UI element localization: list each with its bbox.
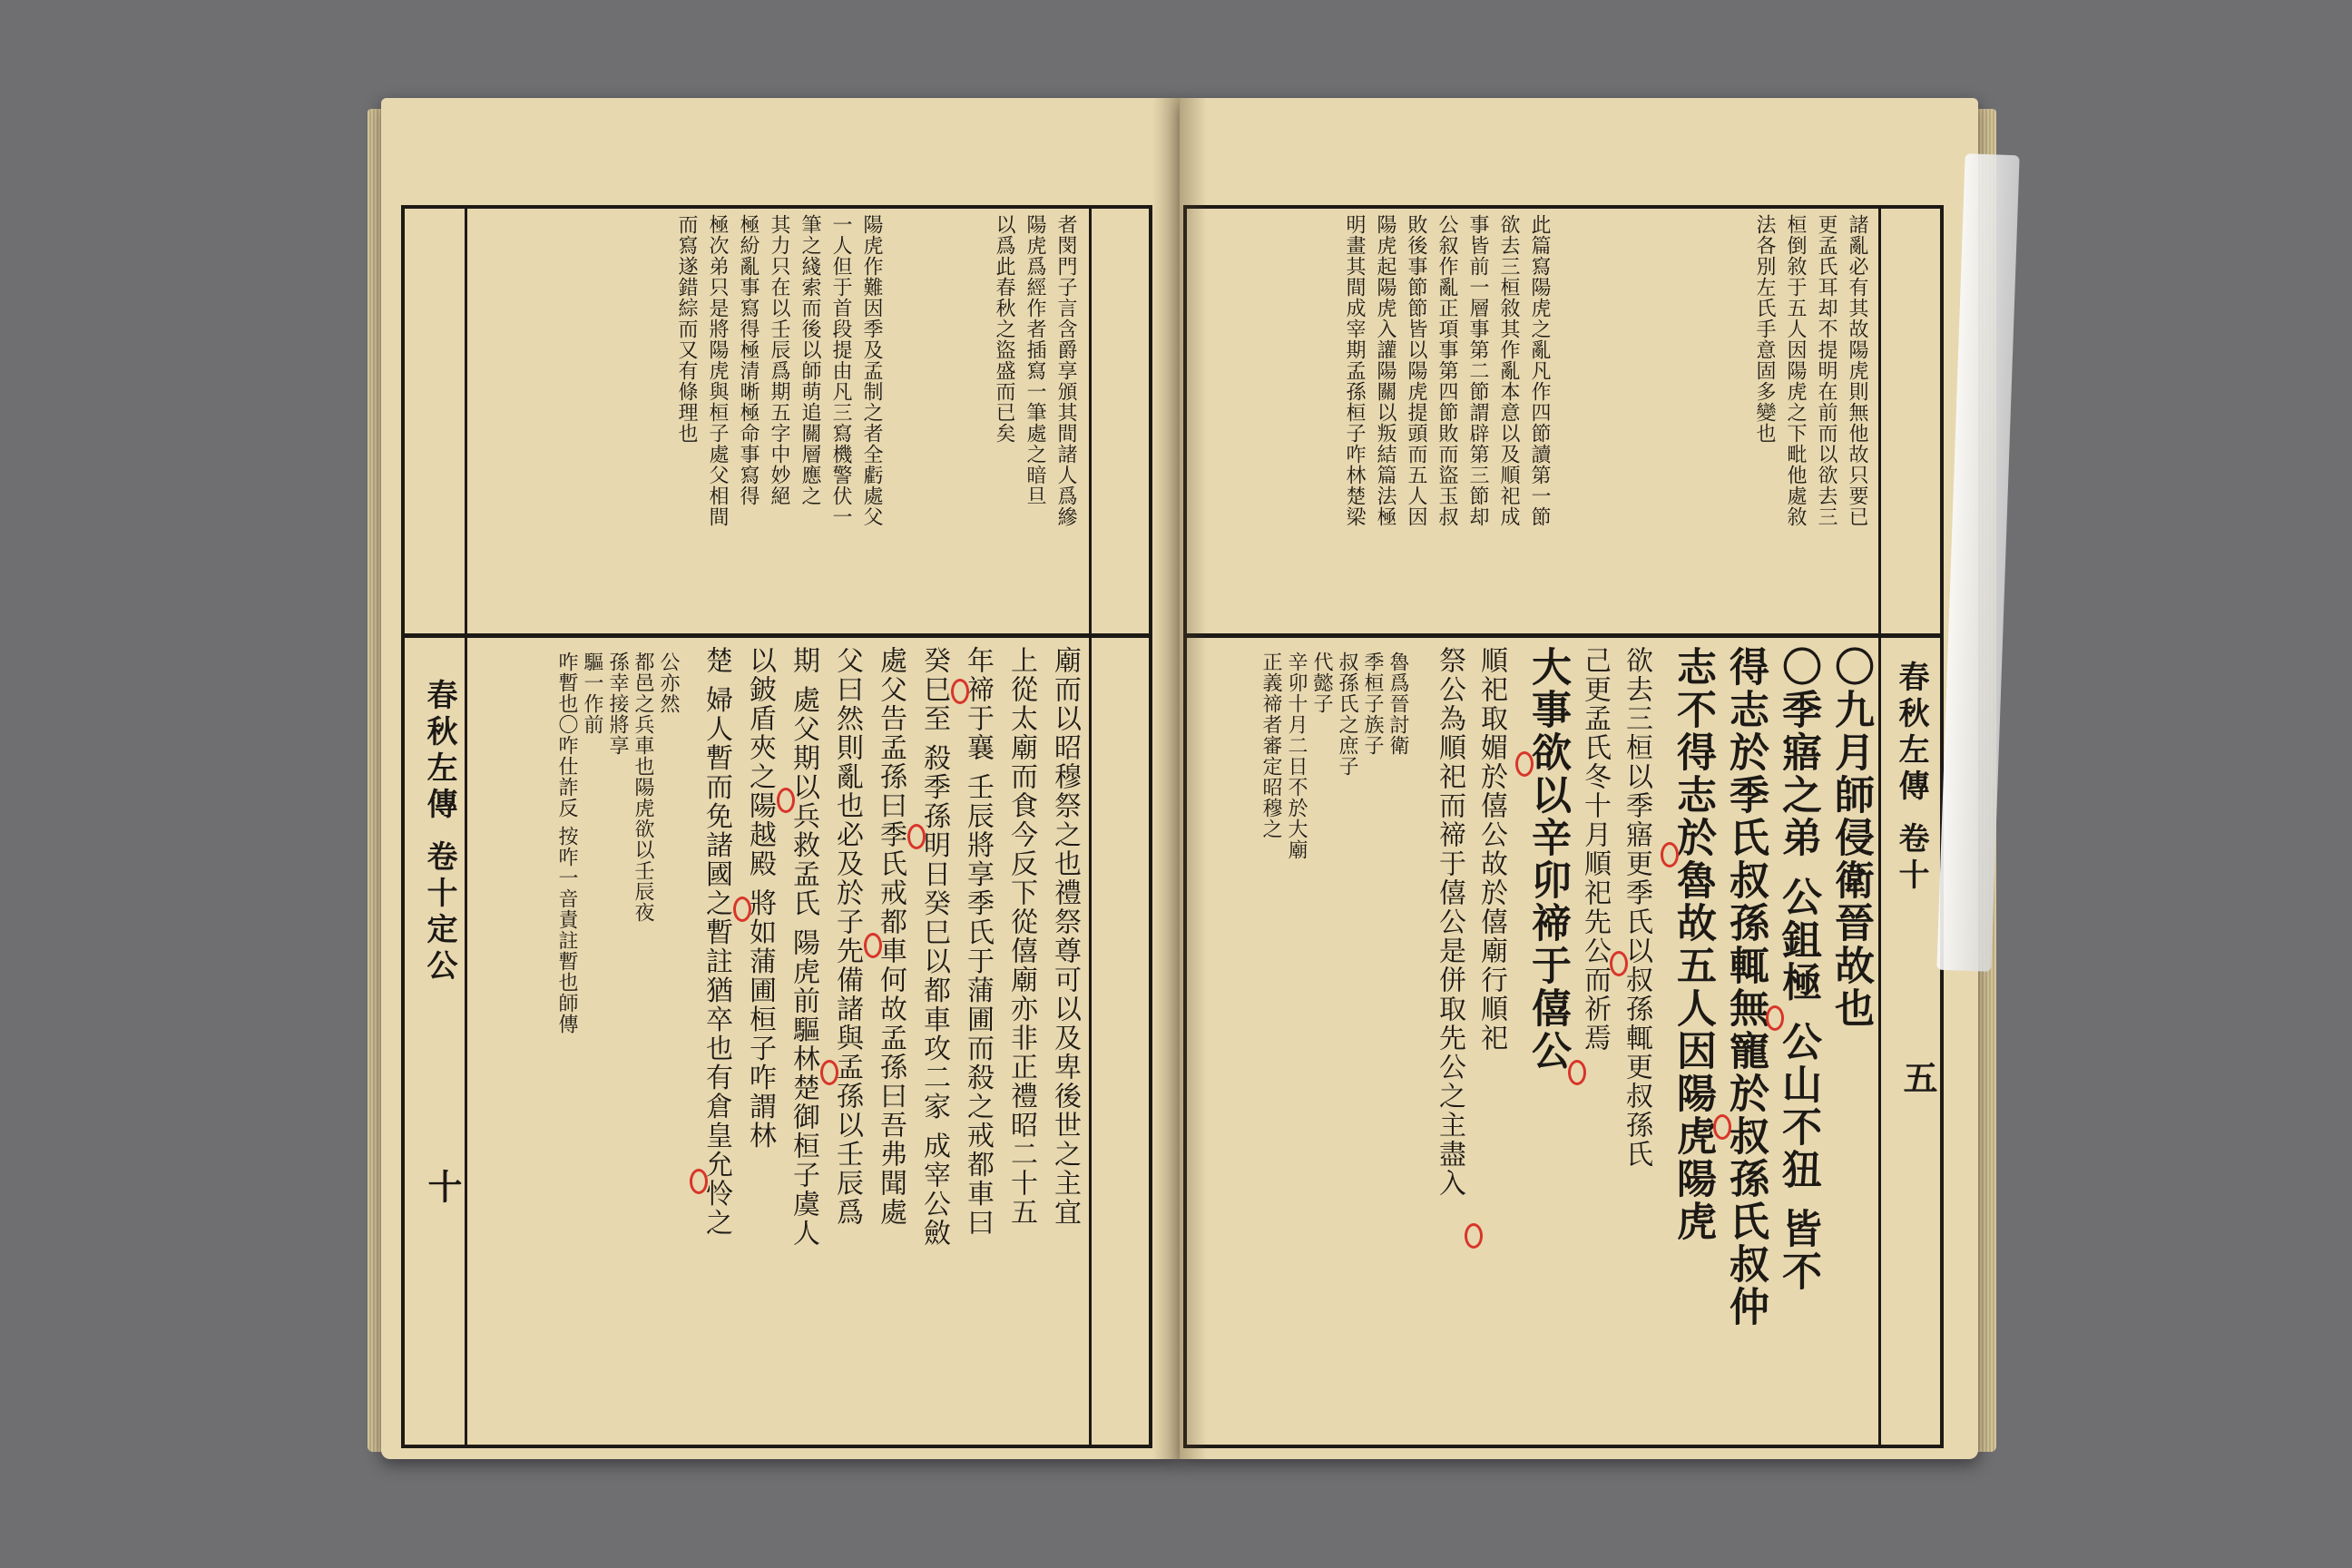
- red-punctuation-mark: [907, 824, 926, 849]
- left-margin-rule-inner: [465, 205, 467, 1445]
- left-main-col: 上從太廟而食今反下從僖廟亦非正禮昭二十五: [1005, 646, 1037, 1227]
- right-register-divider: [1183, 633, 1940, 638]
- right-folio-number: 五: [1897, 1060, 1938, 1094]
- right-commentary-col: 明畫其間成宰期孟孫桓子咋林楚梁: [1343, 214, 1366, 527]
- left-main-col: 父曰然則亂也必及於子先備諸與孟孫以壬辰爲: [831, 646, 863, 1227]
- left-margin-rule: [1089, 205, 1092, 1445]
- right-note: 叔孫氏之庶子: [1336, 652, 1358, 777]
- left-commentary-col: 陽虎作難因季及孟制之者全虧處父: [860, 214, 883, 527]
- right-main-col: 順祀取媚於僖公故於僖廟行順祀: [1475, 646, 1507, 1053]
- left-commentary-col: 極紛亂事寫得極清晰極命事寫得: [737, 214, 760, 506]
- red-punctuation-mark: [1610, 951, 1628, 976]
- red-punctuation-mark: [777, 788, 795, 813]
- red-punctuation-mark: [1661, 842, 1679, 867]
- left-note: 都邑之兵車也陽虎欲以壬辰夜: [632, 652, 654, 923]
- right-main-col: 大事欲以辛卯禘于僖公: [1524, 646, 1571, 1073]
- red-punctuation-mark: [951, 679, 969, 704]
- red-punctuation-mark: [820, 1060, 838, 1085]
- right-note: 代懿子: [1310, 652, 1333, 714]
- right-commentary-col: 公叙作亂正項事第四節敗而盜玉叔: [1436, 214, 1458, 527]
- right-note: 辛卯十月二日不於大廟: [1285, 652, 1308, 860]
- left-register-divider: [401, 633, 1149, 638]
- left-commentary-col: 者閔門子言含爵享頒其間諸人爲縿: [1054, 214, 1077, 527]
- left-note: 咋暫也〇咋仕詐反 按咋一音責註暫也師傳: [555, 652, 578, 1034]
- right-note: 正義禘者審定昭穆之: [1259, 652, 1282, 839]
- left-main-col: 期 處父期以兵救孟氏 陽虎前驅林楚御桓子虞人: [788, 646, 819, 1249]
- red-punctuation-mark: [733, 897, 751, 922]
- right-commentary-col: 此篇寫陽虎之亂凡作四節讀第一節: [1528, 214, 1551, 527]
- red-punctuation-mark: [864, 933, 882, 958]
- left-main-col: 癸巳至 殺季孫明日癸巳以都車攻二家 成宰公斂: [918, 646, 950, 1249]
- red-punctuation-mark: [1766, 1005, 1784, 1031]
- book-gutter: [1152, 98, 1207, 1459]
- left-page: [381, 98, 1180, 1459]
- right-note: 魯爲晉討衛: [1387, 652, 1409, 756]
- left-main-col: 以鈹盾夾之陽越殿 將如蒲圃桓子咋謂林: [744, 646, 776, 1151]
- left-folio: 十: [422, 1169, 463, 1203]
- right-main-col: 祭公為順祀而禘于僖公是併取先公之主盡入: [1434, 646, 1465, 1198]
- left-main-col: 楚 婦人暫而免諸國之暫註猶卒也有倉皇允怜之: [701, 646, 732, 1238]
- right-main-col: 得志於季氏叔孫輒無寵於叔孫氏叔仲: [1722, 646, 1769, 1328]
- left-main-col: 處父告孟孫曰季氏戒都車何故孟孫曰吾弗聞處: [875, 646, 906, 1227]
- right-commentary-col: 陽虎起陽虎入讙陽關以叛結篇法極: [1374, 214, 1396, 527]
- right-main-col: 志不得志於魯故五人因陽虎陽虎: [1670, 646, 1716, 1243]
- left-commentary-col: 而寫遂錯綜而又有條理也: [675, 214, 698, 444]
- right-margin-title: 春秋左傳 卷十: [1893, 661, 1929, 895]
- right-commentary-col: 事皆前一層事第二節謂辟第三節却: [1466, 214, 1489, 527]
- right-main-col: 〇季寤之弟 公鉏極 公山不狃 皆不: [1775, 646, 1821, 1293]
- red-punctuation-mark: [1515, 751, 1534, 777]
- right-main-col: 〇九月師侵衛晉故也: [1828, 646, 1874, 1030]
- left-commentary-col: 一人但于首段提由凡三寫機警伏一: [829, 214, 852, 527]
- right-page: [1180, 98, 1978, 1459]
- right-commentary-col: 諸亂必有其故陽虎則無他故只要已: [1846, 214, 1868, 527]
- left-margin-title: 春秋左傳 卷十定公: [421, 679, 457, 985]
- right-commentary-col: 敗後事節節皆以陽虎提頭而五人因: [1405, 214, 1427, 527]
- red-punctuation-mark: [1568, 1060, 1586, 1085]
- left-commentary-col: 其力只在以壬辰爲期五字中妙絕: [768, 214, 790, 506]
- red-punctuation-mark: [1713, 1114, 1731, 1140]
- left-main-col: 廟而以昭穆祭之也禮祭尊可以及卑後世之主宜: [1049, 646, 1081, 1227]
- left-commentary-col: 陽虎爲經作者插寫一筆處之暗旦: [1024, 214, 1046, 506]
- right-main-col: 己更孟氏冬十月順祀先公而祈焉: [1579, 646, 1611, 1053]
- right-commentary-col: 桓倒敘于五人因陽虎之下毗他處敘: [1784, 214, 1807, 527]
- red-punctuation-mark: [1465, 1223, 1483, 1249]
- left-commentary-col: 極次弟只是將陽虎與桓子處父相間: [706, 214, 729, 527]
- left-main-col: 年禘于襄 壬辰將享季氏于蒲圃而殺之戒都車曰: [962, 646, 994, 1238]
- left-commentary-col: 筆之綫索而後以師萌追關層應之: [799, 214, 821, 506]
- red-punctuation-mark: [690, 1169, 708, 1194]
- left-note: 孫幸接將享: [606, 652, 629, 756]
- left-commentary-col: 以爲此春秋之盜盛而已矣: [993, 214, 1015, 444]
- right-commentary-col: 欲去三桓敘其作亂本意以及順祀成: [1497, 214, 1520, 527]
- left-note: 驅一作前: [581, 652, 603, 735]
- right-commentary-col: 更孟氏耳却不提明在前而以欲去三: [1815, 214, 1838, 527]
- right-margin-rule: [1878, 205, 1881, 1445]
- right-commentary-col: 法各別左氏手意固多變也: [1753, 214, 1776, 444]
- right-note: 季桓子族子: [1361, 652, 1384, 756]
- left-note: 公亦然: [657, 652, 680, 714]
- right-main-col: 欲去三桓以季寤更季氏以叔孫輒更叔孫氏: [1621, 646, 1652, 1169]
